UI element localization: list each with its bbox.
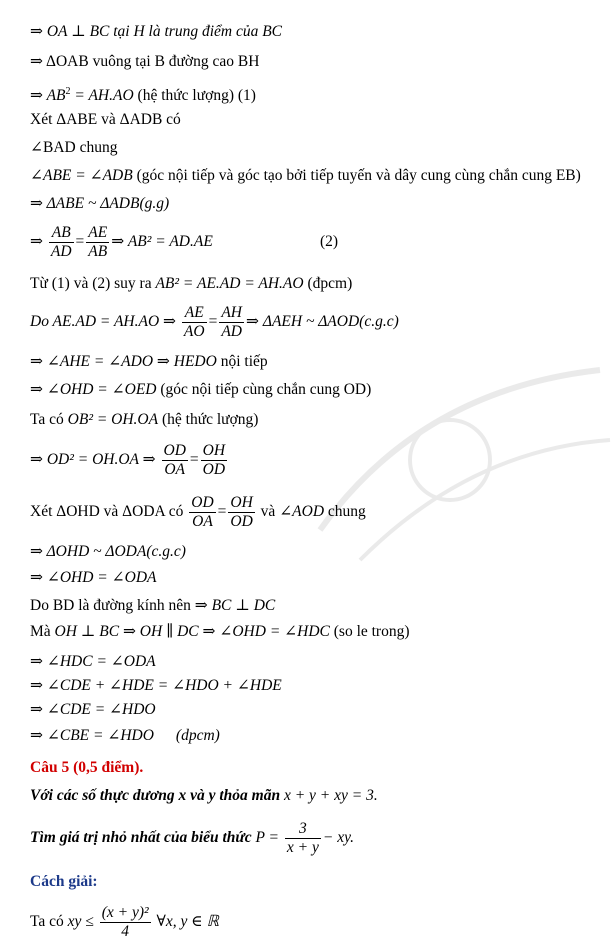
line-oh-perp-bc: Mà OH ⊥ BC ⇒ OH ∥ DC ⇒ ∠OHD = ∠HDC (so le trong) — [30, 623, 410, 640]
fraction-ab-ad: $\frac{AB}{AD}$ — [50, 223, 72, 260]
fraction-xy-bound: $\frac{\text{(x + y)²}}{4}$ — [101, 903, 149, 940]
line-ob-squared: Ta có OB² = OH.OA (hệ thức lượng) — [30, 411, 259, 428]
fraction-oh-od: $\frac{OH}{OD}$ — [202, 441, 226, 478]
fraction-od-oa: $\frac{OD}{OA}$ — [163, 441, 186, 478]
line-cde-hde-sum: ⇒ ∠CDE + ∠HDE = ∠HDO + ∠HDE — [30, 677, 282, 694]
solution-heading: Cách giải: — [30, 873, 98, 890]
line-ahe-ado: ⇒ ∠AHE = ∠ADO ⇒ HEDO nội tiếp — [30, 353, 268, 370]
fraction-ah-ad: $\frac{AH}{AD}$ — [221, 303, 242, 340]
line-ohd-oda-angle: ⇒ ∠OHD = ∠ODA — [30, 569, 157, 586]
line-xet-abe-adb: Xét ΔABE và ΔADB có — [30, 111, 181, 128]
line-bad-chung: ∠BAD chung — [30, 139, 118, 156]
fraction-oh-od-2: $\frac{OH}{OD}$ — [230, 493, 253, 530]
line-ohd-oed: ⇒ ∠OHD = ∠OED (góc nội tiếp cùng chắn cung OD) — [30, 381, 372, 398]
line-triangle-oab: ⇒ ΔOAB vuông tại B đường cao BH — [30, 53, 260, 70]
fraction-od-oa-2: $\frac{OD}{OA}$ — [191, 493, 214, 530]
fraction-ae-ao: $\frac{AE}{AO}$ — [183, 303, 205, 340]
solution-line-xy-bound: Ta có xy ≤ $\frac{\text{(x + y)²}}{4}$ ∀x, y ∈ ℝ — [30, 903, 219, 940]
line-ohd-oda-similar: ⇒ ΔOHD ~ ΔODA(c.g.c) — [30, 543, 186, 560]
fraction-ae-ab: $\frac{AE}{AB}$ — [88, 223, 108, 260]
line-ab-squared: ⇒ $AB^2 = AH.AO$ (hệ thức lượng) (1) — [30, 86, 256, 105]
line-cbe-hdo: ⇒ ∠CBE = ∠HDO (dpcm) — [30, 727, 220, 744]
line-abe-adb-angle: ∠ABE = ∠ADB (góc nội tiếp và góc tạo bởi tiếp tuyến và dây cung cùng chắn cung EB) — [30, 167, 581, 184]
line-similar-gg: ⇒ ΔABE ~ ΔADB(g.g) — [30, 195, 170, 212]
line-od-squared: ⇒ OD² = OH.OA ⇒ $\frac{OD}{OA}$ = $\frac{OH}{OD}$ — [30, 441, 226, 478]
line-hdc-oda: ⇒ ∠HDC = ∠ODA — [30, 653, 156, 670]
fraction-3-over-x-plus-y: $\frac{3}{x + y}$ — [286, 819, 319, 856]
line-oa-perp-bc: ⇒ OA ⊥ BC tại H là trung điểm của BC — [30, 23, 283, 40]
line-cde-hdo: ⇒ ∠CDE = ∠HDO — [30, 701, 156, 718]
question-5-condition: Với các số thực dương x và y thỏa mãn x + y + xy = 3. — [30, 787, 378, 804]
line-ratio-ab-ad: ⇒ $\frac{AB}{AD}$ = $\frac{AE}{AB}$ ⇒ AB² = AD.AE (2) — [30, 223, 339, 260]
line-do-ae-ad: Do AE.AD = AH.AO ⇒ $\frac{AE}{AO}$ = $\frac{AH}{AD}$ ⇒ ΔAEH ~ ΔAOD(c.g.c) — [30, 303, 399, 340]
question-5-heading: Câu 5 (0,5 điểm). — [30, 759, 144, 776]
line-xet-ohd-oda: Xét ΔOHD và ΔODA có $\frac{OD}{OA}$ = $\frac{OH}{OD}$ và ∠AOD chung — [30, 493, 366, 530]
line-tu-1-va-2: Từ (1) và (2) suy ra AB² = AE.AD = AH.AO (đpcm) — [30, 275, 353, 292]
line-bd-duong-kinh: Do BD là đường kính nên ⇒ BC ⊥ DC — [30, 597, 276, 614]
question-5-expression: Tìm giá trị nhỏ nhất của biểu thức P = $\frac{3}{x + y}$ − xy. — [30, 819, 354, 856]
